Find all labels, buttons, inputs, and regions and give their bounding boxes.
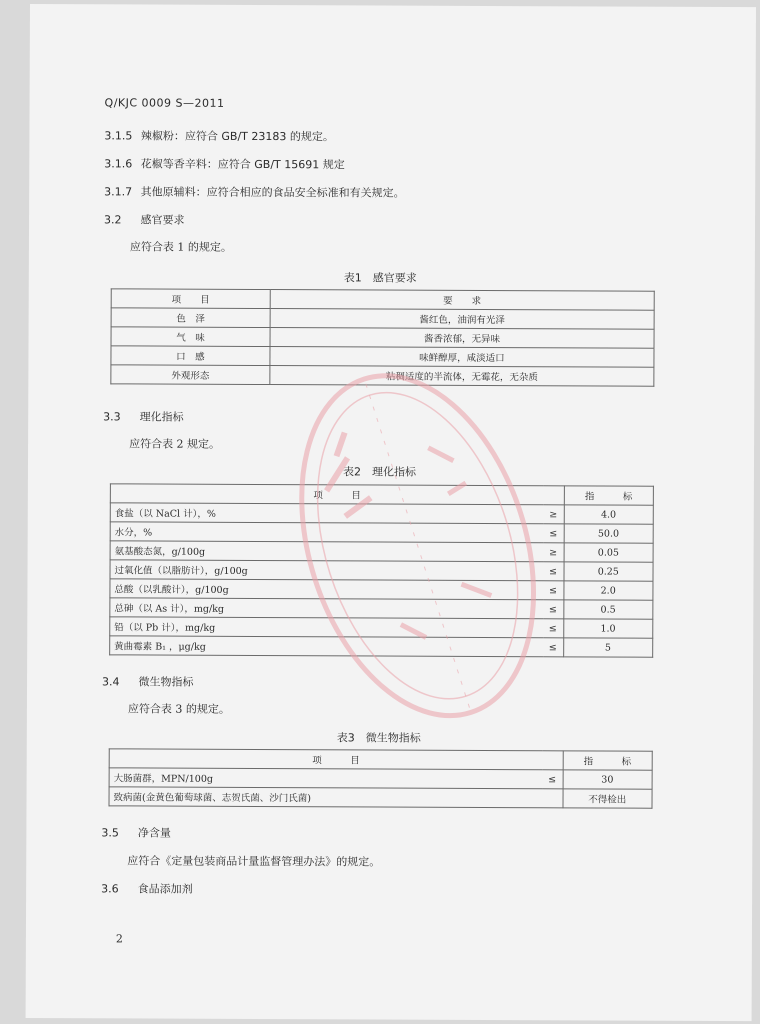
section-title: 微生物指标 [138, 675, 194, 689]
section-number: 3.5 [101, 826, 119, 840]
table-header-row [109, 749, 652, 770]
item-cell: 水分，% [110, 522, 543, 543]
header-cell: 指 标 [563, 751, 653, 770]
microbiological-table [108, 748, 652, 808]
table-row [110, 522, 653, 543]
header-cell: 指 标 [564, 486, 654, 505]
section-3-3-heading [103, 408, 184, 424]
item-cell: 色 泽 [111, 308, 270, 328]
value-cell: 1.0 [563, 619, 653, 638]
requirement-cell: 味鲜醇厚，咸淡适口 [270, 347, 654, 368]
value-cell: 30 [563, 770, 653, 789]
section-title: 食品添加剂 [137, 882, 193, 896]
section-3-2-body: 应符合表 1 的规定。 [129, 240, 232, 254]
page-number: 2 [115, 932, 123, 946]
table-row [110, 636, 653, 657]
table-row [109, 768, 652, 789]
table-row [110, 617, 653, 638]
table-row [111, 308, 654, 329]
table2-caption: 表2 理化指标 [342, 465, 416, 479]
section-3-1-6 [104, 155, 345, 172]
sensory-table [110, 288, 654, 386]
comparator-cell: ≤ [543, 600, 564, 619]
item-cell: 口 感 [111, 346, 270, 366]
comparator-cell: ≤ [543, 524, 564, 543]
value-cell: 50.0 [564, 524, 654, 543]
physicochemical-table [109, 483, 654, 657]
section-3-3-body: 应符合表 2 规定。 [129, 437, 221, 451]
comparator-cell: ≤ [542, 770, 563, 789]
item-cell: 铅（以 Pb 计），mg/kg [110, 617, 543, 638]
table-row [109, 787, 652, 808]
item-cell: 外观形态 [111, 365, 270, 385]
section-number: 3.1.5 [104, 129, 133, 143]
standard-code: Q/KJC 0009 S—2011 [104, 96, 225, 110]
value-cell: 5 [563, 638, 653, 657]
comparator-cell [542, 789, 563, 808]
item-cell: 致病菌(金黄色葡萄球菌、志贺氏菌、沙门氏菌) [109, 787, 542, 808]
item-cell: 总酸（以乳酸计），g/100g [110, 579, 543, 600]
section-number: 3.1.7 [104, 185, 133, 199]
table-row [110, 579, 653, 600]
section-text: 其他原辅料：应符合相应的食品安全标准和有关规定。 [140, 185, 405, 200]
section-title: 净含量 [137, 826, 171, 840]
section-3-5-heading [101, 824, 171, 840]
table-header-row [111, 289, 654, 310]
section-number: 3.6 [101, 882, 119, 896]
value-cell: 4.0 [564, 505, 654, 524]
requirement-cell: 酱香浓郁，无异味 [270, 328, 654, 349]
section-3-2-heading [104, 211, 185, 227]
header-cell: 项 目 [109, 749, 563, 770]
section-3-6-heading [101, 880, 193, 896]
table-row [110, 560, 653, 581]
table-row [111, 365, 654, 386]
table-row [110, 541, 653, 562]
section-3-4-heading [102, 673, 194, 689]
table-row [111, 346, 654, 367]
table3-caption: 表3 微生物指标 [336, 731, 421, 745]
section-title: 理化指标 [139, 410, 184, 424]
section-3-1-7 [104, 183, 405, 200]
section-number: 3.2 [104, 213, 122, 227]
comparator-cell: ≤ [543, 581, 564, 600]
item-cell: 食盐（以 NaCl 计），% [110, 503, 543, 524]
value-cell: 0.5 [563, 600, 653, 619]
table1-caption: 表1 感官要求 [343, 271, 417, 285]
value-cell: 2.0 [563, 581, 653, 600]
item-cell: 总砷（以 As 计），mg/kg [110, 598, 543, 619]
comparator-cell: ≤ [543, 562, 564, 581]
table-row [110, 503, 653, 524]
section-title: 感官要求 [140, 213, 185, 227]
section-3-1-5 [104, 127, 334, 144]
requirement-cell: 酱红色，油润有光泽 [270, 309, 654, 330]
section-number: 3.4 [102, 675, 120, 689]
item-cell: 过氧化值（以脂肪计），g/100g [110, 560, 543, 581]
section-number: 3.1.6 [104, 157, 133, 171]
item-cell: 黄曲霉素 B₁ ，μg/kg [110, 636, 543, 657]
item-cell: 气 味 [111, 327, 270, 347]
table-row [111, 327, 654, 348]
table-row [110, 598, 653, 619]
comparator-cell: ≥ [543, 543, 564, 562]
section-3-4-body: 应符合表 3 的规定。 [127, 702, 230, 716]
header-cell: 项 目 [110, 484, 564, 505]
item-cell: 大肠菌群，MPN/100g [109, 768, 542, 789]
value-cell: 0.05 [564, 543, 654, 562]
item-cell: 氨基酸态氮，g/100g [110, 541, 543, 562]
comparator-cell: ≤ [543, 638, 564, 657]
comparator-cell: ≤ [543, 619, 564, 638]
comparator-cell: ≥ [543, 505, 564, 524]
value-cell: 不得检出 [563, 789, 653, 808]
header-cell: 要 求 [270, 290, 654, 311]
section-text: 花椒等香辛料：应符合 GB/T 15691 规定 [140, 157, 345, 172]
section-number: 3.3 [103, 410, 121, 424]
requirement-cell: 粘稠适度的半流体，无霉花，无杂质 [270, 366, 654, 387]
table-header-row [110, 484, 653, 505]
value-cell: 0.25 [564, 562, 654, 581]
section-3-5-body: 应符合《定量包装商品计量监督管理办法》的规定。 [127, 854, 381, 869]
document-page [26, 4, 756, 1021]
section-text: 辣椒粉：应符合 GB/T 23183 的规定。 [140, 129, 334, 144]
header-cell: 项 目 [111, 289, 270, 309]
